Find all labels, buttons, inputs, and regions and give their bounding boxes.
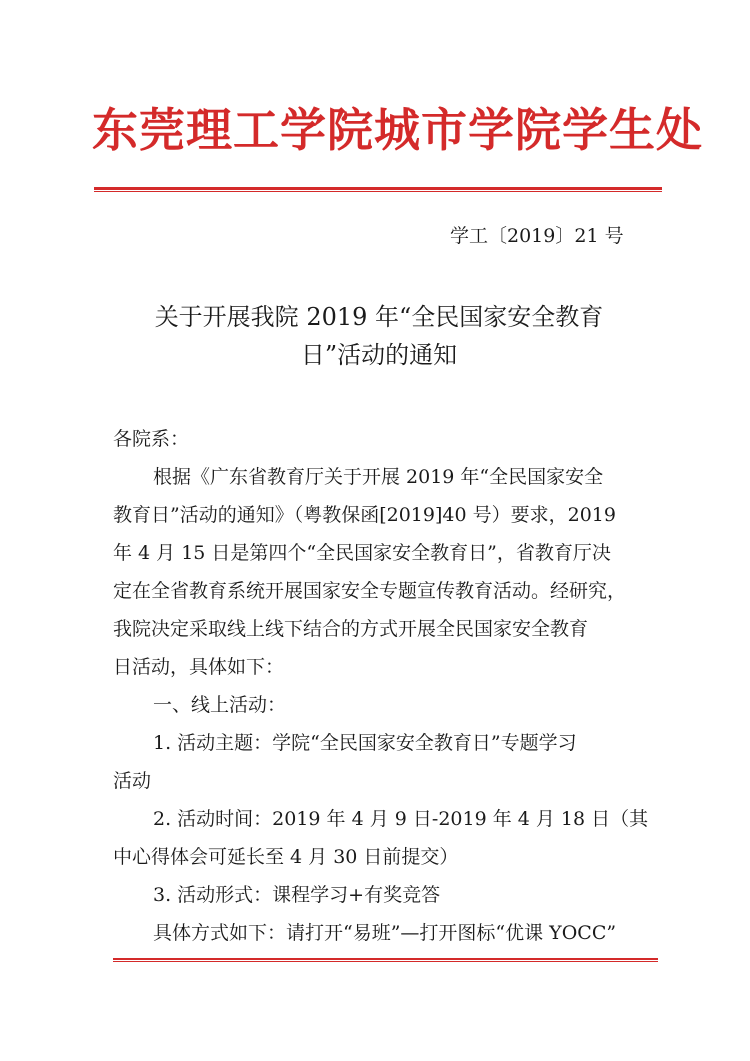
body-line: 1. 活动主题：学院“全民国家安全教育日”专题学习: [153, 732, 577, 754]
body-line: 我院决定采取线上线下结合的方式开展全民国家安全教育: [113, 618, 589, 640]
footer-red-rule: [113, 958, 658, 962]
body-line: 具体方式如下：请打开“易班”—打开图标“优课 YOCC”: [153, 922, 617, 944]
notice-title-line-1: 关于开展我院 2019 年“全民国家安全教育: [154, 303, 604, 331]
body-line: 年 4 月 15 日是第四个“全民国家安全教育日”，省教育厅决: [113, 542, 611, 564]
issuing-office-title: 东莞理工学院城市学院学生处: [92, 103, 703, 157]
body-line: 3. 活动形式：课程学习+有奖竞答: [153, 884, 441, 906]
body-line: 教育日”活动的通知》（粤教保函[2019]40 号）要求，2019: [113, 504, 616, 526]
body-line: 活动: [113, 770, 152, 792]
document-number: 学工〔2019〕21 号: [450, 225, 624, 247]
notice-title: [94, 298, 664, 374]
body-line: 2. 活动时间：2019 年 4 月 9 日-2019 年 4 月 18 日（其: [153, 808, 649, 830]
body-line: 根据《广东省教育厅关于开展 2019 年“全民国家安全: [153, 466, 604, 488]
notice-title-line-2: 日”活动的通知: [300, 341, 458, 369]
section-heading-online: 一、线上活动：: [153, 694, 287, 716]
header-red-rule: [94, 187, 662, 192]
salutation: 各院系：: [113, 428, 190, 450]
body-line: 定在全省教育系统开展国家安全专题宣传教育活动。经研究，: [113, 580, 627, 602]
body-line: 中心得体会可延长至 4 月 30 日前提交）: [113, 846, 459, 868]
body-line: 日活动，具体如下：: [113, 656, 285, 678]
